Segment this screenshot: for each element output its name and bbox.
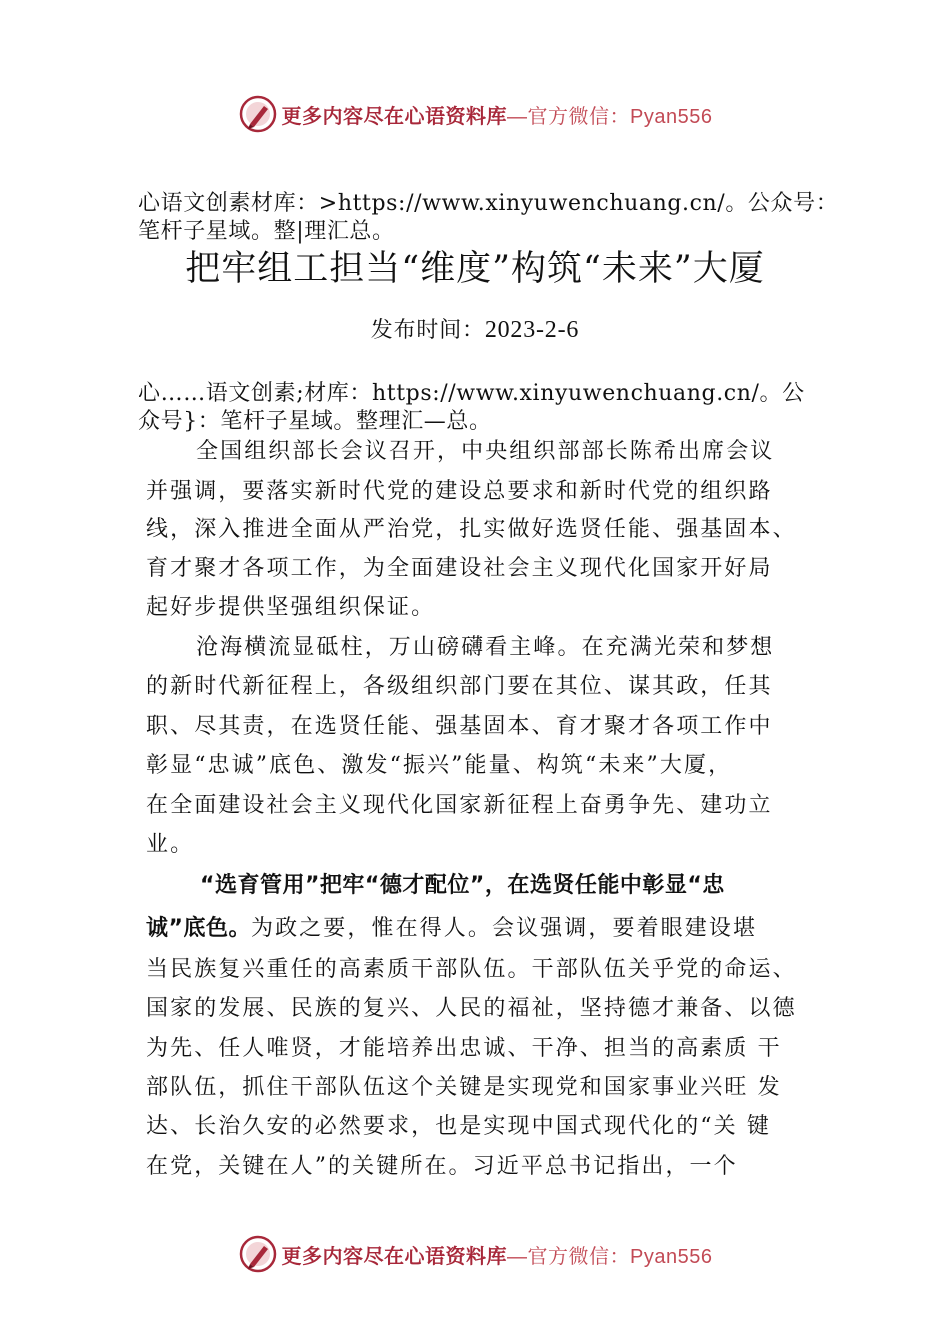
p2-line: 职、尽其责，在选贤任能、强基固本、育才聚才各项工作中 [146, 714, 773, 739]
banner-wechat-id: Pyan556 [630, 1245, 713, 1268]
date-label: 发布时间： [370, 318, 485, 343]
banner-main-text: 更多内容尽在心语资料库 [281, 103, 508, 128]
article-title: 把牢组工担当“维度”构筑“未来”大厦 [185, 249, 765, 289]
p1-line: 线，深入推进全面从严治党，扎实做好选贤任能、强基固本、 [146, 517, 797, 542]
p2-line: 沧海横流显砥柱，万山磅礴看主峰。在充满光荣和梦想 [196, 635, 775, 660]
pen-logo-icon [238, 1234, 278, 1274]
p1-line: 育才聚才各项工作，为全面建设社会主义现代化国家开好局 [146, 556, 773, 581]
p3-line: 为先、任人唯贤，才能培养出忠诚、干净、担当的高素质 干 [146, 1036, 782, 1061]
intro-line-1: 心语文创素材库：>https://www.xinyuwenchuang.cn/。公众号： [138, 191, 839, 216]
banner-wechat-id: Pyan556 [630, 105, 713, 128]
p3-line-first [146, 914, 757, 944]
p3-heading: “选育管用”把牢“德才配位”，在选贤任能中彰显“忠 [200, 873, 725, 898]
banner-text [282, 100, 713, 129]
publish-date [0, 314, 950, 347]
footer-banner [0, 1234, 950, 1274]
p2-line: 业。 [146, 832, 195, 857]
source-line-2: 众号}：笔杆子星域。整理汇—总。 [138, 409, 492, 434]
p3-line: 国家的发展、民族的复兴、人民的福祉，坚持德才兼备、以德 [146, 996, 797, 1021]
p1-line: 并强调，要落实新时代党的建设总要求和新时代党的组织路 [146, 479, 773, 504]
p1-line: 全国组织部长会议召开，中央组织部部长陈希出席会议 [196, 439, 775, 464]
p2-line: 在全面建设社会主义现代化国家新征程上奋勇争先、建功立 [146, 793, 773, 818]
p3-line: 在党，关键在人”的关键所在。习近平总书记指出，一个 [146, 1154, 738, 1179]
p3-line: 为政之要，惟在得人。会议强调，要着眼建设堪 [250, 916, 758, 941]
p1-line: 起好步提供坚强组织保证。 [146, 595, 436, 620]
banner-text [282, 1240, 713, 1269]
p3-line: 部队伍，抓住干部队伍这个关键是实现党和国家事业兴旺 发 [146, 1075, 782, 1100]
banner-sep-text: —官方微信： [507, 105, 631, 128]
source-line-1: 心……语文创素;材库：https://www.xinyuwenchuang.cn/。公 [138, 381, 805, 406]
header-banner [0, 94, 950, 134]
banner-sep-text: —官方微信： [507, 1245, 631, 1268]
p2-line: 彰显“忠诚”底色、激发“振兴”能量、构筑“未来”大厦， [146, 753, 733, 778]
p2-line: 的新时代新征程上，各级组织部门要在其位、谋其政，任其 [146, 674, 773, 699]
p3-heading-end: 诚”底色。 [146, 916, 251, 941]
pen-logo-icon [238, 94, 278, 134]
banner-main-text: 更多内容尽在心语资料库 [281, 1243, 508, 1268]
date-value: 2023-2-6 [484, 317, 580, 343]
p3-line: 当民族复兴重任的高素质干部队伍。干部队伍关乎党的命运、 [146, 957, 797, 982]
intro-line-2: 笔杆子星域。整|理汇总。 [138, 219, 395, 244]
p3-line: 达、长治久安的必然要求，也是实现中国式现代化的“关 键 [146, 1114, 771, 1139]
